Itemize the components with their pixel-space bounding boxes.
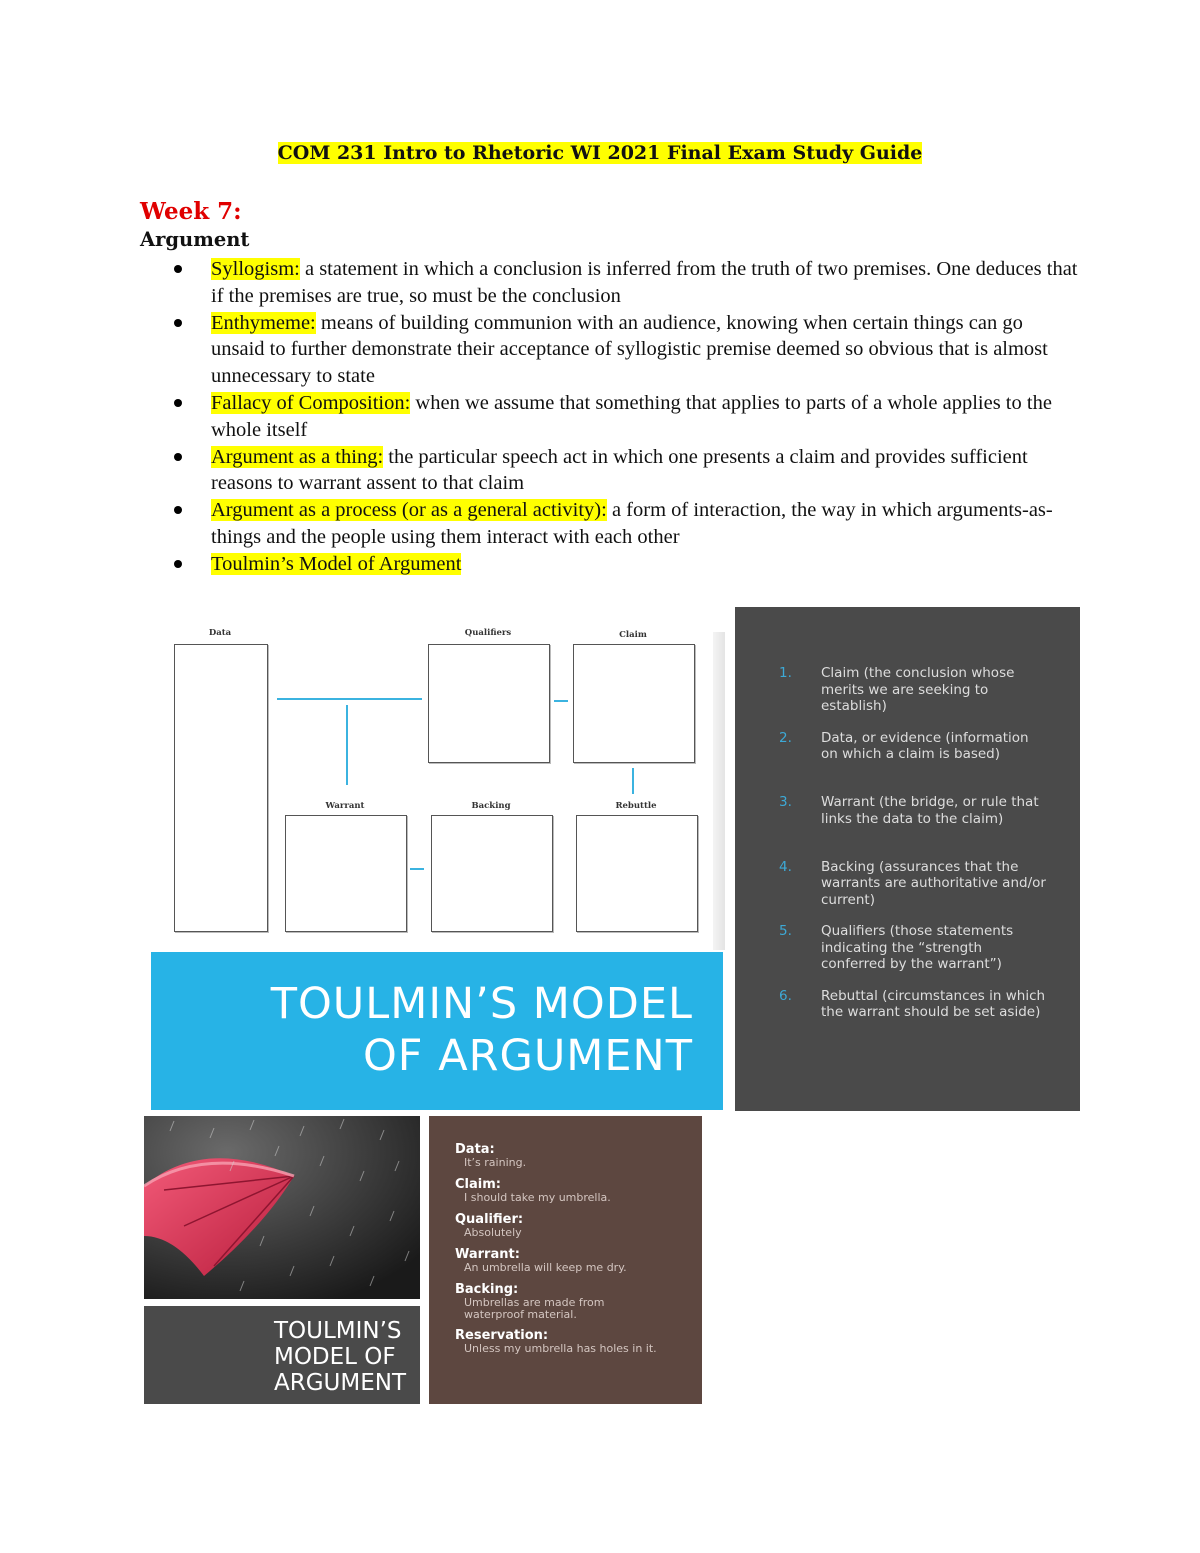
- example-label: Reservation:: [455, 1328, 549, 1343]
- diagram-label-rebuttle: Rebuttle: [615, 801, 657, 811]
- diagram-label-data: Data: [208, 628, 232, 638]
- item-number: 5.: [779, 923, 792, 939]
- rebuttle-box: [576, 815, 698, 932]
- item-number: 3.: [779, 794, 792, 810]
- diagram-label-claim: Claim: [619, 630, 647, 640]
- bullet-icon: [174, 319, 182, 327]
- title-line: MODEL OF: [273, 1344, 396, 1370]
- example-item: [455, 1247, 695, 1274]
- list-item: [168, 497, 1078, 551]
- toulmin-banner: [151, 952, 723, 1110]
- example-value: Unless my umbrella has holes in it.: [464, 1342, 657, 1355]
- item-text: Warrant (the bridge, or rule that links the data to the claim): [821, 794, 1039, 827]
- warrant-box: [285, 815, 407, 932]
- title-line: ARGUMENT: [273, 1370, 406, 1396]
- example-label: Qualifier:: [455, 1212, 524, 1227]
- term: Argument as a thing:: [211, 445, 384, 468]
- week-heading: Week 7:: [140, 198, 242, 225]
- bullet-icon: [174, 453, 182, 461]
- qualifiers-box: [428, 644, 550, 763]
- title-line: TOULMIN’S: [273, 1318, 402, 1344]
- list-item: [779, 859, 1049, 924]
- example-label: Warrant:: [455, 1247, 520, 1262]
- bullet-icon: [174, 506, 182, 514]
- example-value: Absolutely: [464, 1226, 522, 1239]
- example-item: [455, 1282, 620, 1320]
- item-text: Qualifiers (those statements indicating the “strength conferred by the warrant”): [821, 923, 1014, 972]
- banner-line: OF ARGUMENT: [362, 1031, 693, 1081]
- example-item: [455, 1212, 695, 1239]
- section-heading: Argument: [140, 228, 250, 251]
- item-number: 6.: [779, 987, 792, 1004]
- connector-line: [554, 700, 568, 702]
- umbrella-icon: [144, 1116, 420, 1299]
- example-value: It’s raining.: [464, 1156, 527, 1169]
- definition: the particular speech act in which one presents a claim and provides sufficient reasons to warrant assent to that claim: [211, 445, 1028, 495]
- connector-line: [632, 768, 634, 794]
- term: Enthymeme:: [211, 311, 316, 334]
- example-panel: [429, 1116, 702, 1404]
- list-item: [779, 794, 1049, 859]
- elements-list: [779, 665, 1049, 1052]
- diagram-label-warrant: Warrant: [325, 801, 365, 811]
- connector-line: [346, 705, 348, 785]
- toulmin-title-box: [144, 1306, 420, 1404]
- example-item: [455, 1328, 695, 1355]
- item-number: 1.: [779, 665, 792, 681]
- item-text: Data, or evidence (information on which a claim is based): [821, 729, 1029, 762]
- example-item: [455, 1142, 695, 1169]
- list-item: [168, 551, 1078, 578]
- backing-box: [431, 815, 553, 932]
- list-item: [168, 310, 1078, 390]
- title-box-text: [274, 1318, 406, 1396]
- toulmin-elements-panel: [735, 607, 1080, 1111]
- item-number: 2.: [779, 729, 792, 746]
- banner-text: [271, 978, 693, 1082]
- definition: a form of interaction, the way in which arguments-as-things and the people using them interact with each other: [211, 499, 1053, 548]
- claim-box: [573, 644, 695, 763]
- example-value: Umbrellas are made from waterproof material.: [464, 1296, 605, 1321]
- page-title: COM 231 Intro to Rhetoric WI 2021 Final Exam Study Guide: [277, 142, 923, 164]
- banner-line: TOULMIN’S MODEL: [270, 979, 693, 1029]
- definition: a statement in which a conclusion is inferred from the truth of two premises. One deduces that if the premises are true, so must be the conclusion: [211, 258, 1078, 307]
- list-item: [168, 390, 1078, 444]
- example-value: I should take my umbrella.: [464, 1191, 611, 1204]
- diagram-label-backing: Backing: [471, 801, 511, 811]
- item-number: 4.: [779, 858, 792, 875]
- definition: when we assume that something that applies to parts of a whole applies to the whole itself: [211, 391, 1052, 441]
- umbrella-photo: [144, 1116, 420, 1299]
- example-item: [455, 1177, 695, 1204]
- diagram-shadow: [713, 632, 725, 950]
- example-label: Data:: [455, 1142, 495, 1157]
- toulmin-diagram: [148, 612, 723, 950]
- definition: means of building communion with an audience, knowing when certain things can go unsaid to further demonstrate their acceptance of syllogistic premise deemed so obvious that is almost unnecessary to state: [211, 311, 1048, 388]
- term: Toulmin’s Model of Argument: [211, 552, 462, 575]
- item-text: Backing (assurances that the warrants are authoritative and/or current): [821, 858, 1046, 908]
- term: Fallacy of Composition:: [211, 391, 411, 414]
- example-label: Claim:: [455, 1177, 501, 1192]
- bullet-icon: [174, 265, 182, 273]
- item-text: Claim (the conclusion whose merits we are seeking to establish): [821, 665, 1015, 714]
- list-item: [779, 730, 1049, 795]
- example-label: Backing:: [455, 1282, 519, 1297]
- list-item: [779, 923, 1049, 988]
- list-item: [168, 444, 1078, 498]
- bullet-icon: [174, 560, 182, 568]
- list-item: [168, 256, 1078, 310]
- item-text: Rebuttal (circumstances in which the warrant should be set aside): [821, 987, 1046, 1020]
- example-value: An umbrella will keep me dry.: [464, 1261, 627, 1274]
- data-box: [174, 644, 268, 932]
- term: Argument as a process (or as a general activity):: [211, 499, 607, 522]
- definitions-list: [168, 256, 1078, 578]
- list-item: [779, 988, 1049, 1053]
- diagram-label-qualifiers: Qualifiers: [464, 628, 512, 638]
- bullet-icon: [174, 399, 182, 407]
- list-item: [779, 665, 1049, 730]
- connector-line: [277, 698, 422, 700]
- connector-line: [410, 868, 424, 870]
- term: Syllogism:: [211, 258, 300, 280]
